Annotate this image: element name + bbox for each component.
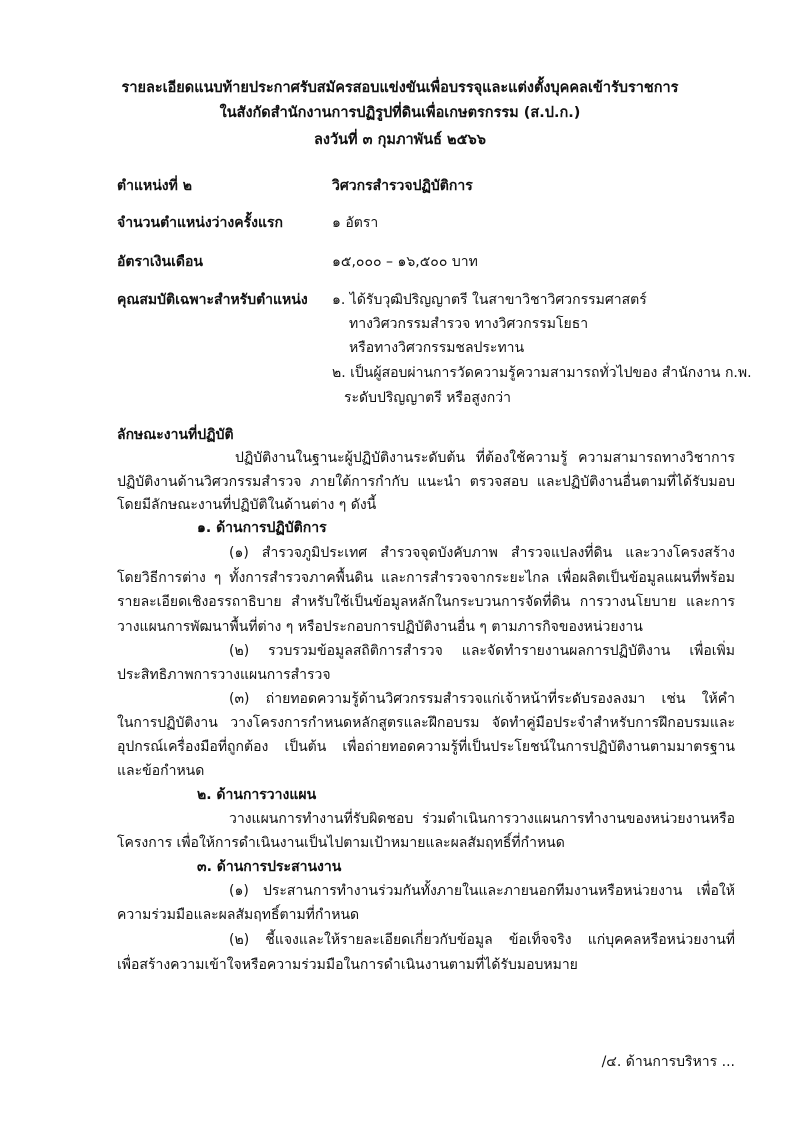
field-label-qualifications: คุณสมบัติเฉพาะสำหรับตำแหน่ง	[117, 292, 308, 308]
body-line: (๓) ถ่ายทอดความรู้ด้านวิศวกรรมสำรวจแก่เจ้าหน้าที่ระดับรองลงมา เช่น ให้คำ	[229, 691, 735, 707]
section-heading: ๒. ด้านการวางแผน	[197, 787, 317, 803]
body-line: รายละเอียดเชิงอรรถาธิบาย สำหรับใช้เป็นข้อมูลหลักในกระบวนการจัดที่ดิน การวางนโยบาย และการ	[117, 594, 735, 610]
body-line: (๑) สำรวจภูมิประเทศ สำรวจจุดบังคับภาพ สำรวจแปลงที่ดิน และวางโครงสร้าง	[229, 545, 735, 561]
body-line: วางแผนการพัฒนาพื้นที่ต่าง ๆ หรือประกอบการปฏิบัติงานอื่น ๆ ตามภารกิจของหน่วยงาน	[117, 619, 643, 635]
field-label-salary: อัตราเงินเดือน	[117, 254, 203, 270]
body-line: วางแผนการทำงานที่รับผิดชอบ ร่วมดำเนินการวางแผนการทำงานของหน่วยงานหรือ	[229, 811, 735, 827]
field-label-position: ตำแหน่งที่ ๒	[117, 178, 192, 194]
body-line: (๑) ประสานการทำงานร่วมกันทั้งภายในและภายนอกทีมงานหรือหน่วยงาน เพื่อให้	[229, 883, 735, 899]
field-label-vacancies: จำนวนตำแหน่งว่างครั้งแรก	[117, 215, 283, 231]
body-line: โดยมีลักษณะงานที่ปฏิบัติในด้านต่าง ๆ ดังนี้	[117, 497, 377, 513]
qualification-line: ระดับปริญญาตรี หรือสูงกว่า	[344, 390, 511, 406]
body-line: (๒) ชี้แจงและให้รายละเอียดเกี่ยวกับข้อมูล ข้อเท็จจริง แก่บุคคลหรือหน่วยงานที่	[229, 932, 735, 948]
body-line: ความร่วมมือและผลสัมฤทธิ์ตามที่กำหนด	[117, 907, 360, 923]
body-line: เพื่อสร้างความเข้าใจหรือความร่วมมือในการดำเนินงานตามที่ได้รับมอบหมาย	[117, 957, 578, 973]
body-line: โดยวิธีการต่าง ๆ ทั้งการสำรวจภาคพื้นดิน และการสำรวจจากระยะไกล เพื่อผลิตเป็นข้อมูลแผนที่พร้อม	[117, 570, 735, 586]
body-line: ประสิทธิภาพการวางแผนการสำรวจ	[117, 667, 331, 683]
field-value-vacancies: ๑ อัตรา	[332, 215, 379, 231]
field-value-salary: ๑๕,๐๐๐ – ๑๖,๕๐๐ บาท	[332, 254, 478, 270]
qualification-line: ทางวิศวกรรมสำรวจ ทางวิศวกรรมโยธา	[349, 316, 589, 332]
title-line-2: ในสังกัดสำนักงานการปฏิรูปที่ดินเพื่อเกษตรกรรม (ส.ป.ก.)	[219, 105, 581, 121]
qualification-line: ๒. เป็นผู้สอบผ่านการวัดความรู้ความสามารถทั่วไปของ สำนักงาน ก.พ.	[332, 365, 752, 381]
continued-footer: /๔. ด้านการบริหาร ...	[601, 1054, 735, 1070]
body-line: ในการปฏิบัติงาน วางโครงการกำหนดหลักสูตรและฝึกอบรม จัดทำคู่มือประจำสำหรับการฝึกอบรมและ	[117, 715, 735, 731]
field-value-position: วิศวกรสำรวจปฏิบัติการ	[332, 178, 473, 194]
body-line: (๒) รวบรวมข้อมูลสถิติการสำรวจ และจัดทำรายงานผลการปฏิบัติงาน เพื่อเพิ่ม	[229, 643, 735, 659]
body-line: ปฏิบัติงานในฐานะผู้ปฏิบัติงานระดับต้น ที่ต้องใช้ความรู้ ความสามารถทางวิชาการ	[235, 450, 735, 466]
qualification-line: หรือทางวิศวกรรมชลประทาน	[349, 340, 525, 356]
qualification-line: ๑. ได้รับวุฒิปริญญาตรี ในสาขาวิชาวิศวกรรมศาสตร์	[332, 292, 647, 308]
title-line-3: ลงวันที่ ๓ กุมภาพันธ์ ๒๕๖๖	[314, 132, 486, 148]
duties-heading: ลักษณะงานที่ปฏิบัติ	[117, 427, 234, 443]
title-line-1: รายละเอียดแนบท้ายประกาศรับสมัครสอบแข่งขันเพื่อบรรจุและแต่งตั้งบุคคลเข้ารับราชการ	[121, 80, 679, 96]
body-line: และข้อกำหนด	[117, 763, 205, 779]
body-line: โครงการ เพื่อให้การดำเนินงานเป็นไปตามเป้าหมายและผลสัมฤทธิ์ที่กำหนด	[117, 835, 565, 851]
body-line: ปฏิบัติงานด้านวิศวกรรมสำรวจ ภายใต้การกำกับ แนะนำ ตรวจสอบ และปฏิบัติงานอื่นตามที่ได้รับมอบ	[117, 474, 735, 490]
body-line: อุปกรณ์เครื่องมือที่ถูกต้อง เป็นต้น เพื่อถ่ายทอดความรู้ที่เป็นประโยชน์ในการปฏิบัติงานตามมาตรฐาน	[117, 739, 735, 755]
section-heading: ๓. ด้านการประสานงาน	[197, 859, 342, 875]
section-heading: ๑. ด้านการปฏิบัติการ	[197, 520, 327, 536]
